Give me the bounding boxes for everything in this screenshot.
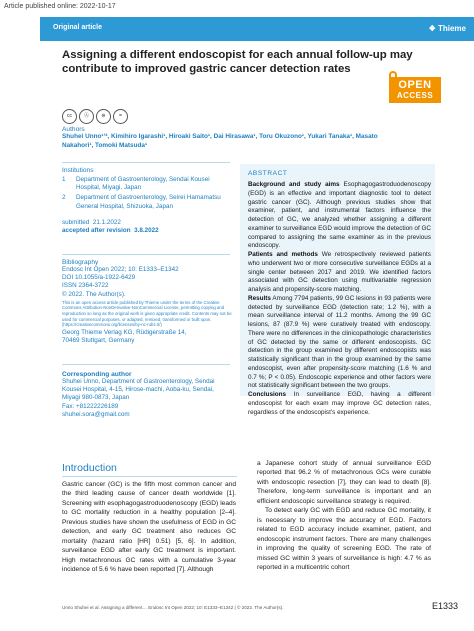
body-paragraph: Gastric cancer (GC) is the fifth most common cancer and the third leading cause of cancer death worldwide [1]. Screening with esophagogastroduodenoscopy (EGD) leads to GC mortality reduction in a healthy population [2–4]. Previous studies have shown the usefulness of EGD in GC detection, and early GC treatment also reduces GC mortality (hazard ratio [HR] 0.51) [5, 6]. In addition, surveillance EGD after early GC treatment is important. High metachronous GC rates with a cumulative 3-year incidence of 5.6 % have been reported [7]. Although [62,481,236,574]
header-banner [40,17,474,41]
submitted-label: submitted [62,218,90,226]
open-access-line1: OPEN [398,79,432,91]
corresponding-email[interactable]: shuhei.sora@gmail.com [62,410,130,418]
corresponding-label: Corresponding author [62,371,132,378]
corresponding-fax: Fax: +81222226189 [62,402,119,410]
abstract-body [248,181,431,417]
citation-line: Endosc Int Open 2022; 10: E1333–E1342 [62,266,179,273]
authors-section [62,126,378,150]
abstract-section-text: Esophagogastroduodenoscopy (EGD) is an effective and important diagnostic tool to detect gastric cancer (GC). Although previous studies show that examiner, patient, and instrumental factors influence the detection of GC, we analyzed whether assigning a different examiner to surveillance EGD would improve the detection of GC compared to assigning the same examiner as in the previous endoscopy. [248,181,432,250]
abstract-section [248,295,431,391]
cc-icon: cc [62,109,77,124]
divider [62,476,237,477]
abstract-heading: ABSTRACT [248,170,288,177]
publisher-address-line: Georg Thieme Verlag KG, Rüdigerstraße 14, [62,328,187,336]
authors-label: Authors [62,126,85,133]
abstract-section-head: Patients and methods [248,251,318,258]
corresponding-address: Shuhei Unno, Department of Gastroenterology, Sendai Kousei Hospital, 4-15, Hirose-machi, Aoba-ku, Sendai, Miyagi 980-0873, Japan [62,378,215,402]
page-footer: Unno Shuhei et al. Assigning a different… Endosc Int Open 2022; 10: E1333–E1342 | © 2022. The Author(s). [62,605,284,610]
dates-block [62,219,232,235]
abstract-section-head: Conclusions [248,391,287,398]
abstract-section [248,251,431,295]
body-paragraph: a Japanese cohort study of annual surveillance EGD reported that 96.2 % of metachronous GCs were curable with endoscopic resection [7], they can lead to death [8]. Therefore, long-term surveillance is important and an efficient endoscopic surveillance strategy is required. [257,460,431,505]
abstract-section [248,391,431,417]
abstract-section-head: Background and study aims [248,181,340,188]
accepted-label: accepted after revision [62,227,131,235]
bibliography-section [62,259,232,345]
abstract-section-head: Results [248,294,271,302]
abstract-section-text: Among 7794 patients, 99 GC lesions in 93 patients were detected by surveillance EGD (detection rate; 1.2 %), with a mean surveillance interval of 11.2 months. Among the 99 GC lesions, 87 (87.9 %) were curatively treated with endoscopy. There were no differences in the clinicopathologic characteristics of GC detected by the same or different endoscopists. GC detection in the group examined by different endoscopists was statistically significant than in the group examined by the same endoscopist, even after propensity-score matching (1.6 % and 0.7 %; P < 0.05). Endoscopic experience and other factors were not statistically significant between the two groups. [248,294,431,390]
attribution-icon: Ⓐ [79,109,94,124]
institutions-label: Institutions [62,167,94,174]
intro-right-column [257,459,431,572]
author-list: Shuhei Unno¹ʼ², Kimihiro Igarashi¹, Hiroaki Saito¹, Dai Hirasawa¹, Toru Okuzono¹, Yukari Tanaka¹, Masato Nakahori¹, Tomoki Matsuda¹ [62,133,378,149]
institutions-section [62,167,232,235]
abstract-section-text: We retrospectively reviewed patients who underwent two or more consecutive surveillance EGDs at a single center between 2017 and 2019. We identified factors associated with GC detection using multivariable regression analysis and propensity-score matching. [248,251,431,293]
corresponding-author-section [62,371,232,419]
doi-line[interactable]: DOI 10.1055/a-1922-6429 [62,274,136,282]
bibliography-label: Bibliography [62,259,99,266]
article-title: Assigning a different endoscopist for each annual follow-up may contribute to improved gastric cancer detection rates [62,49,413,75]
submitted-date: 21.1.2022 [92,218,121,226]
noncommercial-icon: ⊜ [96,109,111,124]
divider [62,162,230,163]
noderivatives-icon: = [113,109,128,124]
divider [62,364,230,365]
abstract-section-text: In surveillance EGD, having a different endoscopist for each exam may improve GC detection rates, regardless of the endoscopist’s experience. [248,391,432,416]
open-access-line2: ACCESS [396,91,434,100]
divider [62,254,230,255]
page-number: E1333 [431,601,458,611]
issn-line: ISSN 2364-3722 [62,282,109,290]
introduction-heading: Introduction [62,462,117,474]
article-type-label: Original article [53,24,103,31]
copyright-line: © 2022. The Author(s). [62,290,126,298]
abstract-section [248,181,431,251]
institution-item: 2 Department of Gastroenterology, Seirei Hamamatsu General Hospital, Shizuoka, Japan [62,194,221,210]
publisher-logo: ❖ Thieme [428,24,466,33]
body-paragraph: To detect early GC with EGD and reduce GC mortality, it is necessary to improve the accuracy of EGD. Factors related to EGD accuracy include examiner, patient, and endoscopic instrument factors. There are many challenges in improving the quality of screening EGD. The rate of missed GC within 3 years of surveillance is high: 4.7 % as reported in a multicentric cohort [257,507,431,571]
open-access-badge [389,77,441,103]
institution-item: 1 Department of Gastroenterology, Sendai Kousei Hospital, Miyagi, Japan [62,176,210,192]
license-text: This is an open access article published by Thieme under the terms of the Creative Commons Attribution-NonDerivative-NonCommercial License, permitting copying and reproduction so long as the original work is given appropriate credit. Contents may not be used for commercial purposes, or adapted, remixed, transformed or built upon. (https://creativecommons.org/licenses/by-nc-nd/4.0/) [62,299,232,328]
license-icons [62,109,128,124]
publication-date-line: Article published online: 2022-10-17 [4,3,116,10]
intro-left-column [62,480,236,575]
accepted-date: 3.8.2022 [134,227,159,235]
publisher-address-line: 70469 Stuttgart, Germany [62,336,135,344]
